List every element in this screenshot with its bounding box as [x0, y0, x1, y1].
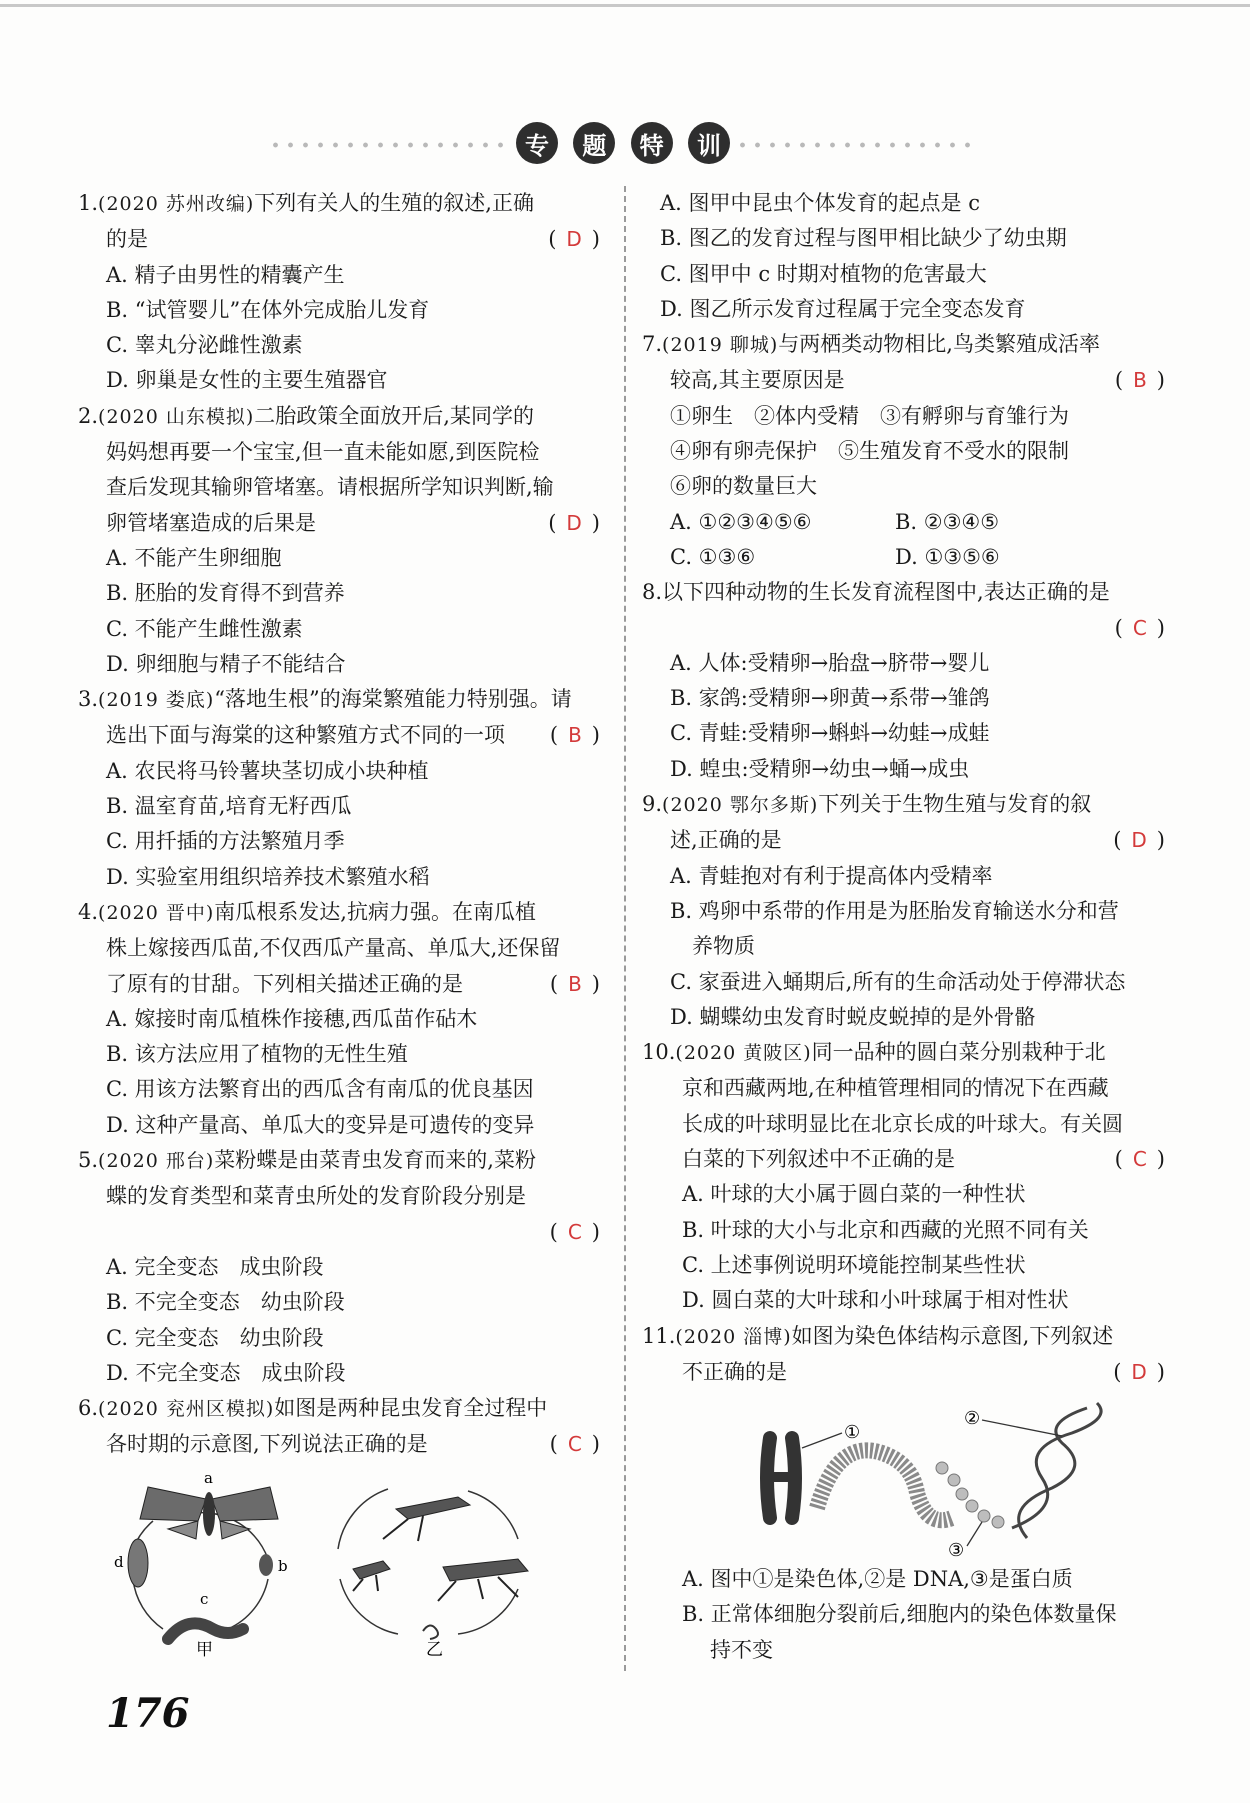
- banner-dots-left: [268, 142, 508, 148]
- stem-text: 选出下面与海棠的这种繁殖方式不同的一项: [106, 723, 505, 748]
- option-c: C. 用扦插的方法繁殖月季: [106, 829, 345, 854]
- option-a: A. 农民将马铃薯块茎切成小块种植: [106, 758, 429, 783]
- option-c: C. 不能产生雌性激素: [106, 616, 303, 641]
- stem-line: [78, 1427, 600, 1462]
- question-6-options: [660, 186, 1165, 327]
- question-1: [78, 186, 600, 399]
- question-source: (2020 晋中): [98, 901, 215, 924]
- question-source: (2019 娄底): [98, 689, 215, 712]
- question-source: (2020 山东模拟): [98, 405, 255, 428]
- larva-icon: [168, 1623, 243, 1639]
- eggs-icon: [423, 1625, 438, 1639]
- stem-text: 下列关于生物生殖与发育的叙: [818, 792, 1092, 817]
- question-source: (2020 鄂尔多斯): [662, 794, 819, 817]
- option-b-continued: 养物质: [692, 934, 755, 959]
- stem-line: 株上嫁接西瓜苗,不仅西瓜产量高、单瓜大,还保留: [106, 936, 561, 961]
- question-2: [78, 399, 600, 682]
- question-7: [642, 327, 1165, 575]
- answer-bracket: ( C ): [1114, 1147, 1165, 1172]
- stem-text: 白菜的下列叙述中不正确的是: [682, 1147, 955, 1172]
- answer-letter: C: [567, 1219, 582, 1244]
- label-c: c: [200, 1589, 209, 1608]
- question-number: 8.: [642, 580, 663, 605]
- question-source: (2020 兖州区模拟): [98, 1398, 275, 1421]
- stem-line: 长成的叶球明显比在北京长成的叶球大。有关圆: [682, 1111, 1123, 1136]
- label-b: b: [278, 1556, 288, 1575]
- question-source: (2020 黄陂区): [675, 1042, 812, 1065]
- stem-line: [78, 506, 600, 541]
- section-banner: [0, 122, 1250, 168]
- question-source: (2020 邢台): [98, 1150, 215, 1173]
- stem-line: [642, 363, 1165, 398]
- stem-text: 以下四种动物的生长发育流程图中,表达正确的是: [662, 580, 1110, 605]
- stem-text: 如图为染色体结构示意图,下列叙述: [791, 1323, 1114, 1348]
- answer-letter: D: [566, 510, 582, 535]
- statement-list: ⑥卵的数量巨大: [670, 474, 817, 499]
- question-9: [642, 787, 1165, 1035]
- answer-letter: B: [568, 971, 582, 996]
- answer-letter: D: [566, 227, 582, 252]
- question-stem: [78, 1143, 600, 1179]
- stem-text: 下列有关人的生殖的叙述,正确: [254, 191, 534, 215]
- stem-text: 卵管堵塞造成的后果是: [106, 510, 316, 535]
- option-a: A. 图中①是染色体,②是 DNA,③是蛋白质: [682, 1567, 1073, 1592]
- option-b-continued: 持不变: [710, 1637, 773, 1662]
- label-yi: 乙: [426, 1639, 443, 1659]
- stem-line: [642, 1355, 1165, 1390]
- option-a: A. ①②③④⑤⑥: [670, 509, 812, 534]
- question-number: 6.: [78, 1396, 99, 1421]
- question-8: [642, 575, 1165, 787]
- question-number: 7.: [642, 332, 663, 357]
- option-d: D. 卵细胞与精子不能结合: [106, 651, 346, 676]
- option-d: D. 卵巢是女性的主要生殖器官: [106, 368, 388, 393]
- stem-text: 的是: [106, 227, 148, 252]
- answer-letter: B: [568, 723, 582, 748]
- option-d: D. 圆白菜的大叶球和小叶球属于相对性状: [682, 1288, 1069, 1313]
- stem-line: 蝶的发育类型和菜青虫所处的发育阶段分别是: [106, 1184, 526, 1209]
- question-number: 11.: [642, 1323, 676, 1348]
- insect-development-figure: [78, 1469, 600, 1659]
- question-source: (2020 淄博): [675, 1325, 792, 1348]
- stem-line: [78, 222, 600, 257]
- stem-text: 二胎政策全面放开后,某同学的: [254, 403, 534, 428]
- question-source: (2020 苏州改编): [98, 193, 255, 215]
- option-d: D. 不完全变态 成虫阶段: [106, 1360, 346, 1385]
- question-5: [78, 1143, 600, 1391]
- option-a: A. 叶球的大小属于圆白菜的一种性状: [682, 1182, 1026, 1207]
- option-d: D. ①③⑤⑥: [895, 544, 1000, 569]
- answer-bracket: ( D ): [1113, 828, 1165, 853]
- answer-letter: D: [1131, 1359, 1147, 1384]
- stem-line: [642, 1142, 1165, 1177]
- option-a: A. 人体:受精卵→胎盘→脐带→婴儿: [670, 650, 990, 675]
- banner-char: 训: [688, 122, 730, 164]
- option-a: A. 图甲中昆虫个体发育的起点是 c: [660, 191, 980, 215]
- answer-letter: C: [1132, 1147, 1147, 1172]
- cycle-arrow: [468, 1491, 518, 1539]
- stem-line: [78, 718, 600, 753]
- question-source: (2019 聊城): [662, 334, 779, 357]
- question-stem: [642, 787, 1165, 823]
- question-number: 9.: [642, 792, 663, 817]
- stem-line: 查后发现其输卵管堵塞。请根据所学知识判断,输: [106, 475, 554, 500]
- answer-bracket: ( B ): [549, 971, 600, 996]
- right-column: [642, 186, 1165, 1668]
- option-b: B. ②③④⑤: [895, 509, 1000, 534]
- option-d: D. 实验室用组织培养技术繁殖水稻: [106, 864, 430, 889]
- question-number: 5.: [78, 1148, 99, 1173]
- answer-line: [642, 611, 1165, 646]
- option-d: D. 图乙所示发育过程属于完全变态发育: [660, 296, 1026, 321]
- answer-line: [78, 1215, 600, 1250]
- option-c: C. 上述事例说明环境能控制某些性状: [682, 1252, 1026, 1277]
- banner-char: 特: [631, 122, 673, 164]
- option-c: C. 用该方法繁育出的西瓜含有南瓜的优良基因: [106, 1077, 534, 1102]
- cycle-arrow: [228, 1579, 268, 1629]
- question-11: [642, 1319, 1165, 1668]
- stem-text: “落地生根”的海棠繁殖能力特别强。请: [214, 687, 572, 712]
- grasshopper-large-icon: [438, 1559, 528, 1601]
- pupa-icon: [128, 1539, 148, 1587]
- question-number: 1.: [78, 191, 99, 215]
- options-row: [642, 505, 1165, 540]
- leader-line: [982, 1420, 1062, 1436]
- cycle-arrow: [338, 1489, 388, 1549]
- option-c: C. 青蛙:受精卵→蝌蚪→幼蛙→成蛙: [670, 721, 990, 746]
- statement-list: ①卵生 ②体内受精 ③有孵卵与育雏行为: [670, 403, 1069, 428]
- chromosome-figure: [642, 1398, 1165, 1558]
- banner-char: 题: [573, 122, 615, 164]
- chromosome-icon: [767, 1438, 795, 1518]
- option-b: B. 不完全变态 幼虫阶段: [106, 1290, 345, 1315]
- option-d: D. 蝴蝶幼虫发育时蜕皮蜕掉的是外骨骼: [670, 1004, 1036, 1029]
- question-4: [78, 895, 600, 1143]
- option-b: B. 图乙的发育过程与图甲相比缺少了幼虫期: [660, 226, 1067, 251]
- label-jia: 甲: [196, 1639, 213, 1659]
- question-number: 2.: [78, 403, 99, 428]
- answer-letter: B: [1133, 368, 1147, 393]
- dna-helix-icon: [1012, 1403, 1101, 1538]
- option-c: C. 图甲中 c 时期对植物的危害最大: [660, 261, 987, 286]
- banner-title: [516, 122, 730, 168]
- insect-lifecycle-svg: [78, 1469, 578, 1659]
- egg-icon: [259, 1554, 273, 1576]
- option-a: A. 不能产生卵细胞: [106, 545, 282, 570]
- question-stem: [642, 1035, 1165, 1071]
- page-number: 176: [106, 1690, 190, 1737]
- option-d: D. 这种产量高、单瓜大的变异是可遗传的变异: [106, 1112, 535, 1137]
- question-stem: [78, 399, 600, 435]
- stem-text: 较高,其主要原因是: [670, 368, 845, 393]
- question-stem: [642, 1319, 1165, 1355]
- label-3: ③: [948, 1540, 965, 1559]
- answer-bracket: ( B ): [549, 723, 600, 748]
- option-b: B. 该方法应用了植物的无性生殖: [106, 1042, 408, 1067]
- question-10: [642, 1035, 1165, 1318]
- question-number: 3.: [78, 687, 99, 712]
- stem-line: 妈妈想再要一个宝宝,但一直未能如愿,到医院检: [106, 440, 540, 465]
- question-stem: [78, 895, 600, 931]
- option-d: D. 蝗虫:受精卵→幼虫→蛹→成虫: [670, 756, 970, 781]
- cycle-arrow: [340, 1579, 398, 1634]
- answer-letter: D: [1131, 828, 1147, 853]
- option-c: C. ①③⑥: [670, 544, 756, 569]
- grasshopper-nymph-icon: [353, 1561, 390, 1591]
- question-3: [78, 682, 600, 895]
- option-c: C. 家蚕进入蛹期后,所有的生命活动处于停滞状态: [670, 969, 1126, 994]
- label-a: a: [204, 1468, 213, 1487]
- grasshopper-adult-icon: [383, 1497, 470, 1541]
- question-number: 10.: [642, 1040, 676, 1065]
- answer-bracket: ( B ): [1114, 368, 1165, 393]
- left-column: [78, 186, 600, 1659]
- top-border: [0, 4, 1250, 7]
- options-row: [642, 540, 1165, 575]
- option-a: A. 嫁接时南瓜植株作接穗,西瓜苗作砧木: [106, 1006, 478, 1031]
- statement-list: ④卵有卵壳保护 ⑤生殖发育不受水的限制: [670, 439, 1069, 464]
- column-divider: [624, 186, 626, 1671]
- chromosome-svg: [642, 1398, 1147, 1558]
- answer-letter: C: [567, 1432, 582, 1457]
- option-b: B. 胚胎的发育得不到营养: [106, 581, 345, 606]
- cycle-jia: [128, 1487, 278, 1639]
- answer-letter: C: [1132, 615, 1147, 640]
- stem-line: [78, 967, 600, 1002]
- question-stem: [78, 1391, 600, 1427]
- option-a: A. 精子由男性的精囊产生: [106, 262, 345, 287]
- stem-text: 各时期的示意图,下列说法正确的是: [106, 1432, 428, 1457]
- option-c: C. 完全变态 幼虫阶段: [106, 1325, 324, 1350]
- stem-line: [642, 823, 1165, 858]
- stem-line: 京和西藏两地,在种植管理相同的情况下在西藏: [682, 1076, 1109, 1101]
- coiled-fiber-icon: [817, 1450, 952, 1520]
- option-a: A. 青蛙抱对有利于提高体内受精率: [670, 863, 993, 888]
- banner-char: 专: [516, 122, 558, 164]
- answer-bracket: ( D ): [1113, 1359, 1165, 1384]
- banner-dots-right: [735, 142, 975, 148]
- stem-text: 不正确的是: [682, 1359, 787, 1384]
- label-1: ①: [844, 1422, 861, 1444]
- question-number: 4.: [78, 899, 99, 924]
- cycle-yi: [338, 1489, 528, 1639]
- moth-icon: [140, 1487, 278, 1539]
- question-stem: [78, 186, 600, 222]
- option-b: B. 鸡卵中系带的作用是为胚胎发育输送水分和营: [670, 898, 1119, 923]
- label-2: ②: [964, 1408, 981, 1430]
- option-b: B. 温室育苗,培育无籽西瓜: [106, 794, 352, 819]
- option-b: B. “试管婴儿”在体外完成胎儿发育: [106, 297, 430, 322]
- stem-text: 同一品种的圆白菜分别栽种于北: [811, 1040, 1106, 1065]
- answer-bracket: ( C ): [1114, 615, 1165, 640]
- stem-text: 了原有的甘甜。下列相关描述正确的是: [106, 971, 463, 996]
- answer-bracket: ( D ): [548, 227, 600, 252]
- leader-line: [967, 1522, 982, 1546]
- stem-text: 菜粉蝶是由菜青虫发育而来的,菜粉: [214, 1148, 536, 1173]
- label-d: d: [114, 1552, 124, 1571]
- stem-text: 南瓜根系发达,抗病力强。在南瓜植: [214, 899, 536, 924]
- answer-bracket: ( C ): [549, 1432, 600, 1457]
- question-stem: [78, 682, 600, 718]
- option-a: A. 完全变态 成虫阶段: [106, 1254, 324, 1279]
- stem-text: 与两栖类动物相比,鸟类繁殖成活率: [778, 332, 1100, 357]
- answer-bracket: ( D ): [548, 510, 600, 535]
- stem-text: 如图是两种昆虫发育全过程中: [274, 1396, 548, 1421]
- stem-text: 述,正确的是: [670, 828, 782, 853]
- question-6: [78, 1391, 600, 1659]
- option-b: B. 正常体细胞分裂前后,细胞内的染色体数量保: [682, 1602, 1117, 1627]
- leader-line: [802, 1433, 842, 1448]
- option-b: B. 叶球的大小与北京和西藏的光照不同有关: [682, 1217, 1089, 1242]
- question-stem: [642, 327, 1165, 363]
- cycle-arrow: [458, 1589, 518, 1634]
- answer-bracket: ( C ): [549, 1219, 600, 1244]
- option-b: B. 家鸽:受精卵→卵黄→系带→雏鸽: [670, 686, 990, 711]
- question-stem: [642, 575, 1165, 610]
- option-c: C. 睾丸分泌雌性激素: [106, 333, 303, 358]
